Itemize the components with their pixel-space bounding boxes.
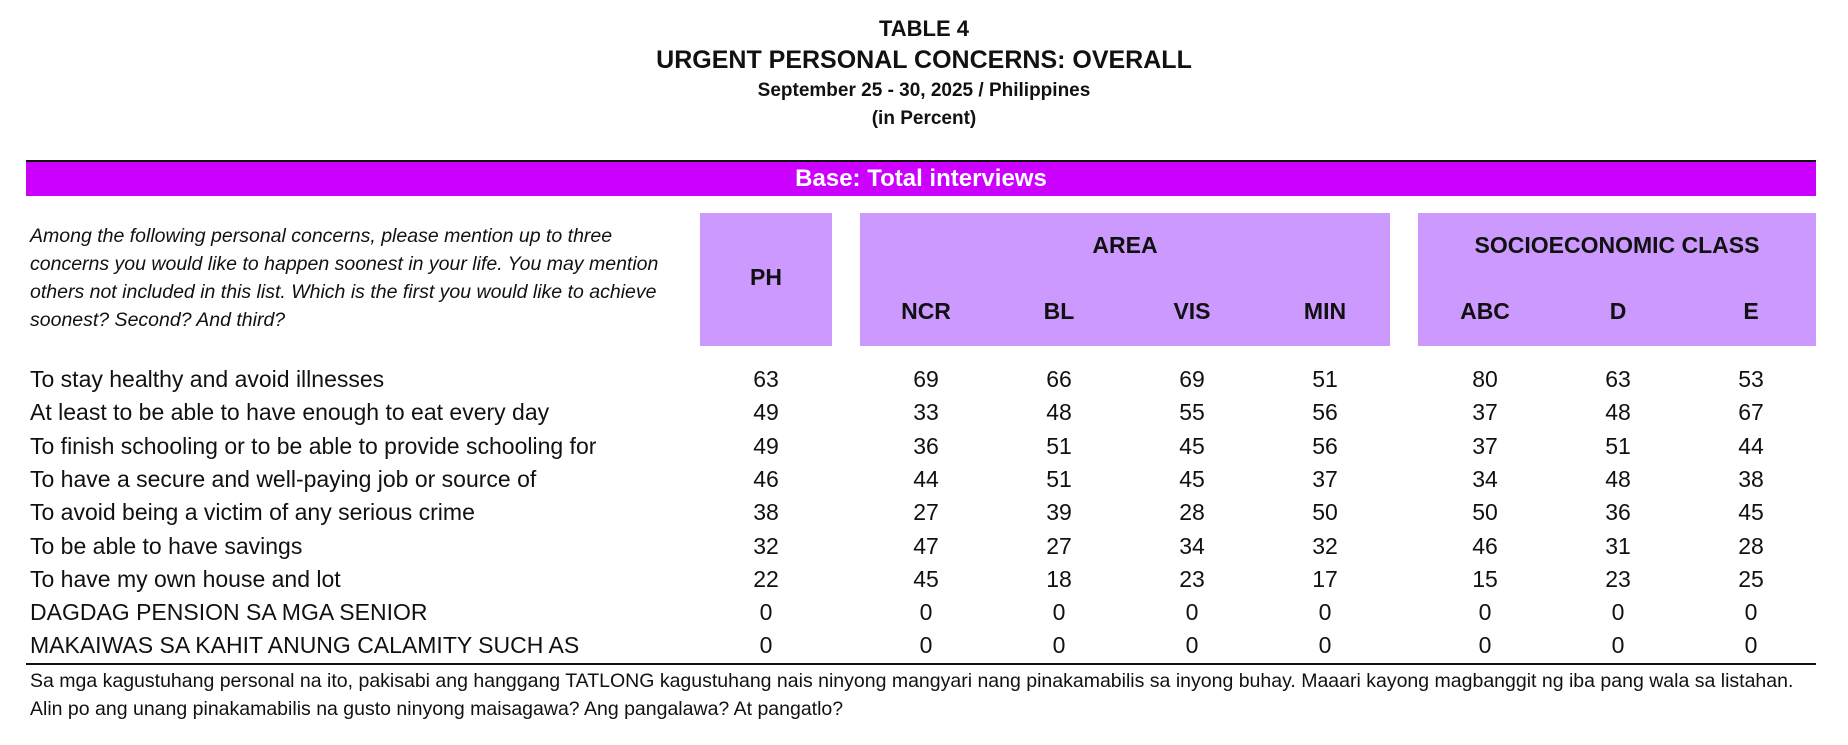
table-cell: 0 — [1052, 632, 1066, 658]
table-cell: 38 — [753, 499, 779, 525]
table-cell: 50 — [1472, 499, 1498, 525]
footnote-tagalog: Sa mga kagustuhang personal na ito, pakisabi ang hanggang TATLONG kagustuhang nais ninyong mangyari nang pinakamabilis sa inyong buhay. Maaari kayong magbanggit ng iba pang wala sa listahan. Alin po ang unang pinakamabilis na gusto ninyong maisagawa? Ang pangalawa? At pangatlo? — [30, 670, 1794, 720]
table-cell: 51 — [1605, 433, 1631, 459]
table-cell: 34 — [1179, 533, 1205, 559]
row-label: To be able to have savings — [30, 533, 303, 559]
table-cell: 28 — [1738, 533, 1764, 559]
table-cell: 51 — [1046, 433, 1072, 459]
table-title: URGENT PERSONAL CONCERNS: OVERALL — [656, 46, 1192, 74]
table-cell: 47 — [913, 533, 939, 559]
table-cell: 56 — [1312, 399, 1338, 425]
table-cell: 0 — [1478, 599, 1492, 625]
table-cell: 17 — [1312, 566, 1338, 592]
table-cell: 0 — [1185, 599, 1199, 625]
table-cell: 37 — [1472, 433, 1498, 459]
table-cell: 0 — [1611, 632, 1625, 658]
table-cell: 22 — [753, 566, 779, 592]
table-cell: 80 — [1472, 366, 1498, 392]
column-header-vis: VIS — [1173, 298, 1211, 324]
column-header-bl: BL — [1043, 298, 1075, 324]
table-cell: 48 — [1605, 399, 1631, 425]
table-cell: 37 — [1472, 399, 1498, 425]
table-cell: 44 — [913, 466, 939, 492]
socioeconomic-header: SOCIOECONOMIC CLASS — [1474, 232, 1760, 258]
table-cell: 0 — [1744, 632, 1758, 658]
column-header-ncr: NCR — [901, 298, 951, 324]
survey-question: Among the following personal concerns, please mention up to three concerns you would like to happen soonest in your life. You may mention others not included in this list. Which is the first you would like to achieve soonest? Second? And third? — [30, 225, 659, 331]
table-date-location: September 25 - 30, 2025 / Philippines — [757, 80, 1091, 101]
base-band: Base: Total interviews — [26, 162, 1816, 196]
table-cell: 51 — [1046, 466, 1072, 492]
table-unit: (in Percent) — [871, 108, 977, 129]
table-cell: 66 — [1046, 366, 1072, 392]
table-cell: 46 — [753, 466, 779, 492]
table-cell: 36 — [1605, 499, 1631, 525]
table-cell: 45 — [1179, 433, 1205, 459]
table-cell: 45 — [1179, 466, 1205, 492]
table-cell: 23 — [1179, 566, 1205, 592]
table-cell: 0 — [1052, 599, 1066, 625]
row-label: To avoid being a victim of any serious crime — [30, 499, 475, 525]
table-number: TABLE 4 — [878, 16, 970, 41]
table-cell: 51 — [1312, 366, 1338, 392]
table-cell: 32 — [1312, 533, 1338, 559]
table-cell: 45 — [1738, 499, 1764, 525]
table-cell: 46 — [1472, 533, 1498, 559]
table-cell: 0 — [919, 632, 933, 658]
table-cell: 38 — [1738, 466, 1764, 492]
row-label: To have my own house and lot — [30, 566, 341, 592]
column-header-e: E — [1743, 298, 1759, 324]
table-cell: 15 — [1472, 566, 1498, 592]
column-header-min: MIN — [1303, 298, 1347, 324]
table-cell: 0 — [1318, 632, 1332, 658]
table-cell: 48 — [1046, 399, 1072, 425]
area-header: AREA — [1092, 232, 1158, 258]
table-cell: 32 — [753, 533, 779, 559]
table-cell: 0 — [759, 599, 773, 625]
table-cell: 53 — [1738, 366, 1764, 392]
table-cell: 36 — [913, 433, 939, 459]
row-label: To have a secure and well-paying job or source of — [30, 466, 537, 492]
table-cell: 0 — [1611, 599, 1625, 625]
table-cell: 37 — [1312, 466, 1338, 492]
table-cell: 67 — [1738, 399, 1764, 425]
table-cell: 23 — [1605, 566, 1631, 592]
table-cell: 34 — [1472, 466, 1498, 492]
table-cell: 56 — [1312, 433, 1338, 459]
table-cell: 31 — [1605, 533, 1631, 559]
row-label: To stay healthy and avoid illnesses — [30, 366, 385, 392]
row-label: MAKAIWAS SA KAHIT ANUNG CALAMITY SUCH AS — [30, 632, 580, 658]
column-header-abc: ABC — [1460, 298, 1510, 324]
table-cell: 0 — [1478, 632, 1492, 658]
table-cell: 69 — [1179, 366, 1205, 392]
table-cell: 69 — [913, 366, 939, 392]
table-cell: 49 — [753, 433, 779, 459]
table-cell: 0 — [1318, 599, 1332, 625]
table-cell: 0 — [919, 599, 933, 625]
row-label: At least to be able to have enough to eat every day — [30, 399, 550, 425]
table-cell: 0 — [759, 632, 773, 658]
table-cell: 45 — [913, 566, 939, 592]
row-label: DAGDAG PENSION SA MGA SENIOR — [30, 599, 428, 625]
column-header-d: D — [1609, 298, 1627, 324]
table-cell: 39 — [1046, 499, 1072, 525]
table-cell: 28 — [1179, 499, 1205, 525]
table-cell: 27 — [1046, 533, 1072, 559]
table-cell: 27 — [913, 499, 939, 525]
table-cell: 0 — [1185, 632, 1199, 658]
table-cell: 25 — [1738, 566, 1764, 592]
table-cell: 49 — [753, 399, 779, 425]
table-cell: 18 — [1046, 566, 1072, 592]
ph-header: PH — [750, 264, 782, 290]
table-cell: 33 — [913, 399, 939, 425]
table-cell: 63 — [753, 366, 779, 392]
table-cell: 48 — [1605, 466, 1631, 492]
table-cell: 50 — [1312, 499, 1338, 525]
table-cell: 0 — [1744, 599, 1758, 625]
table-cell: 55 — [1179, 399, 1205, 425]
bottom-rule — [26, 663, 1816, 665]
table-cell: 63 — [1605, 366, 1631, 392]
table-cell: 44 — [1738, 433, 1764, 459]
row-label: To finish schooling or to be able to provide schooling for — [30, 433, 597, 459]
